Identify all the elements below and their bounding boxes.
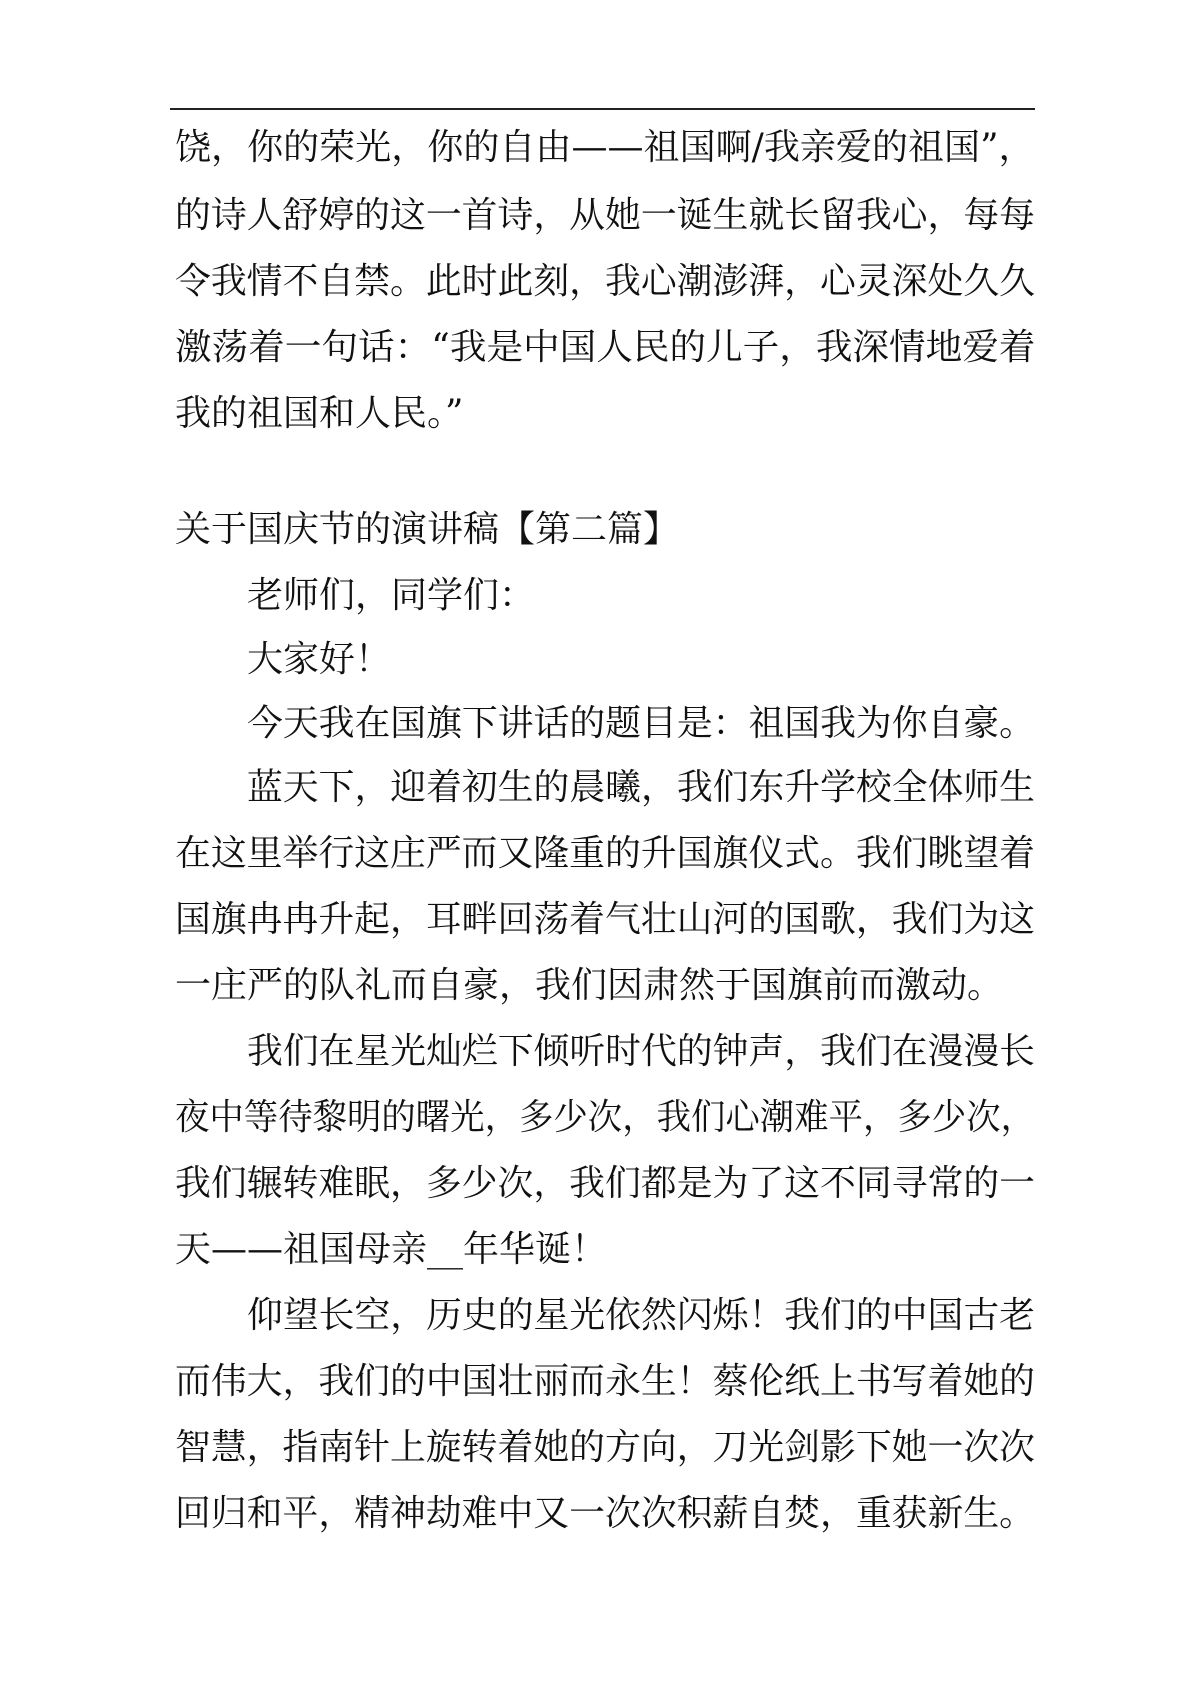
paragraph-4-line-4: 一庄严的队礼而自豪，我们因肃然于国旗前而激动。 bbox=[175, 965, 1004, 1006]
salutation: 老师们，同学们： bbox=[247, 575, 536, 616]
paragraph-5-line-1: 我们在星光灿烂下倾听时代的钟声，我们在漫漫长 bbox=[247, 1031, 1036, 1072]
paragraph-6-line-4: 回归和平，精神劫难中又一次次积薪自焚，重获新生。 bbox=[175, 1493, 1036, 1534]
greeting: 大家好！ bbox=[247, 639, 392, 680]
paragraph-6-line-2: 而伟大，我们的中国壮丽而永生！蔡伦纸上书写着她的 bbox=[175, 1361, 1036, 1402]
paragraph-4-line-2: 在这里举行这庄严而又隆重的升国旗仪式。我们眺望着 bbox=[175, 833, 1036, 874]
section-title: 关于国庆节的演讲稿【第二篇】 bbox=[175, 509, 680, 550]
intro-line-1: 饶，你的荣光，你的自由——祖国啊/我亲爱的祖国”， bbox=[175, 127, 1035, 168]
intro-line-5: 我的祖国和人民。” bbox=[175, 393, 464, 434]
intro-line-4: 激荡着一句话：“我是中国人民的儿子，我深情地爱着 bbox=[175, 327, 1036, 368]
paragraph-5-line-2: 夜中等待黎明的曙光，多少次，我们心潮难平，多少次， bbox=[175, 1097, 1036, 1138]
paragraph-4-line-3: 国旗冉冉升起，耳畔回荡着气壮山河的国歌，我们为这 bbox=[175, 899, 1036, 940]
intro-line-3: 令我情不自禁。此时此刻，我心潮澎湃，心灵深处久久 bbox=[175, 261, 1036, 302]
paragraph-5-line-4: 天——祖国母亲__年华诞！ bbox=[175, 1229, 608, 1270]
paragraph-6-line-3: 智慧，指南针上旋转着她的方向，刀光剑影下她一次次 bbox=[175, 1427, 1036, 1468]
intro-line-2: 的诗人舒婷的这一首诗，从她一诞生就长留我心，每每 bbox=[175, 195, 1036, 236]
paragraph-6-line-1: 仰望长空，历史的星光依然闪烁！我们的中国古老 bbox=[247, 1295, 1036, 1336]
paragraph-5-line-3: 我们辗转难眠，多少次，我们都是为了这不同寻常的一 bbox=[175, 1163, 1036, 1204]
speech-topic: 今天我在国旗下讲话的题目是：祖国我为你自豪。 bbox=[247, 703, 1036, 744]
header-rule bbox=[170, 108, 1035, 110]
paragraph-4-line-1: 蓝天下，迎着初生的晨曦，我们东升学校全体师生 bbox=[247, 767, 1036, 808]
